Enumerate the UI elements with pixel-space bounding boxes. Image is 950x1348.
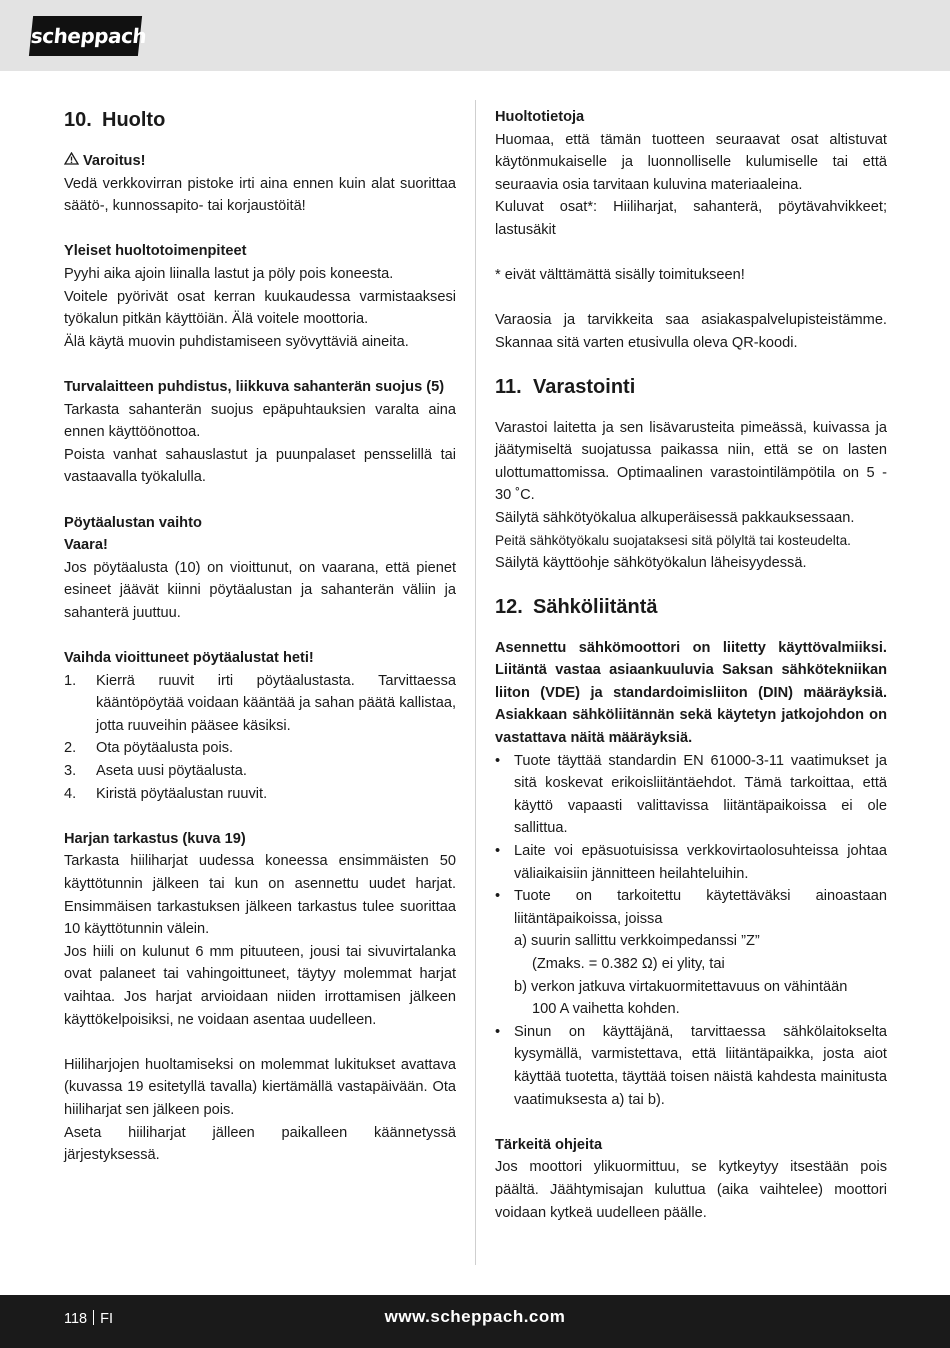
list-item: • Sinun on käyttäjänä, tarvittaessa sähkölaitokselta kysymällä, varmistettava, että liitäntäpaikka, josta aiot käyttää tuotetta, täyttää toisen näistä kahdesta mainitusta vaatimuksesta a) tai b). bbox=[495, 1023, 887, 1108]
section-title: Varastointi bbox=[533, 375, 636, 398]
section-title: Huolto bbox=[102, 109, 166, 131]
service-text-1: Huomaa, että tämän tuotteen seuraavat osat altistuvat käytönmukaiselle ja luonnolliselle kulumiselle tai että seuraavia osia tarvitaan kuluvina materiaaleina. bbox=[495, 131, 887, 193]
warning-text: Vedä verkkovirran pistoke irti aina ennen kuin alat suorittaa säätö-, kunnossapito- tai korjaustöitä! bbox=[64, 175, 456, 215]
service-text-2: Kuluvat osat*: Hiiliharjat, sahanterä, pöytävahvikkeet; lastusäkit bbox=[495, 199, 887, 238]
important-notes-heading: Tärkeitä ohjeita bbox=[495, 1136, 603, 1153]
danger-label: Vaara! bbox=[64, 537, 108, 554]
table-insert-heading: Pöytäalustan vaihto bbox=[64, 514, 202, 531]
brush-text-4: Aseta hiiliharjat jälleen paikalleen käännetyssä järjestyksessä. bbox=[64, 1124, 456, 1164]
section-title: Sähköliitäntä bbox=[533, 595, 658, 618]
list-item: 3. Aseta uusi pöytäalusta. bbox=[64, 763, 247, 780]
general-maintenance-heading: Yleiset huoltotoimenpiteet bbox=[64, 243, 247, 260]
section-heading-storage bbox=[495, 373, 887, 401]
general-text-2: Voitele pyörivät osat kerran kuukaudessa varmistaaksesi työkalun pitkän käyttöiän. Älä voitele moottoria. bbox=[64, 288, 456, 328]
right-column bbox=[495, 106, 887, 1224]
important-notes-text: Jos moottori ylikuormittuu, se kytkeytyy itsestään pois päältä. Jäähtymisajan kuluttua (aika vaihtelee) moottori voidaan kytkeä uudelleen päälle. bbox=[495, 1159, 887, 1221]
guard-text-1: Tarkasta sahanterän suojus epäpuhtauksien varalta aina ennen käyttöönottoa. bbox=[64, 401, 456, 441]
brush-check-heading: Harjan tarkastus (kuva 19) bbox=[64, 830, 246, 847]
language-code: FI bbox=[100, 1311, 114, 1327]
section-number: 11. bbox=[495, 375, 522, 398]
page-number: 118 FI bbox=[64, 1311, 114, 1327]
storage-text-3: Peitä sähkötyökalu suojataksesi sitä pölyltä tai kosteudelta. bbox=[495, 532, 851, 548]
general-text-3: Älä käytä muovin puhdistamiseen syövyttäviä aineita. bbox=[64, 333, 409, 350]
section-heading-electrical bbox=[495, 593, 887, 621]
section-number: 12. bbox=[495, 595, 523, 618]
storage-text-4: Säilytä käyttöohje sähkötyökalun läheisyydessä. bbox=[495, 555, 807, 572]
website-link[interactable]: www.scheppach.com bbox=[384, 1307, 566, 1326]
list-item: 2. Ota pöytäalusta pois. bbox=[64, 740, 234, 757]
sub-item-b: b) verkon jatkuva virtakuormitettavuus on vähintään bbox=[514, 978, 848, 995]
guard-cleaning-heading: Turvalaitteen puhdistus, liikkuva sahanterän suojus (5) bbox=[64, 378, 445, 395]
left-column bbox=[64, 106, 456, 1167]
service-note: * eivät välttämättä sisälly toimitukseen! bbox=[495, 267, 745, 284]
section-number: 10. bbox=[64, 109, 92, 131]
brand-logo: scheppach bbox=[29, 16, 142, 56]
sub-item-a-cont: (Zmaks. = 0.382 Ω) ei ylity, tai bbox=[532, 956, 725, 972]
warning-title: Varoitus! bbox=[83, 153, 146, 169]
replace-steps bbox=[64, 670, 456, 806]
electrical-bullets bbox=[495, 750, 887, 1112]
storage-text-2: Säilytä sähkötyökalua alkuperäisessä pakkauksessaan. bbox=[495, 509, 855, 526]
list-item: • Tuote on tarkoitettu käytettäväksi ainoastaan liitäntäpaikoissa, joissa a) suurin sallittu verkkoimpedanssi ”Z” (Zmaks. = 0.382 Ω) ei ylity, tai b) verkon jatkuva virtakuormitettavuus on vähintään 100 A vaihetta kohden. bbox=[495, 885, 887, 1021]
brush-text-2: Jos hiili on kulunut 6 mm pituuteen, jousi tai sivuvirtalanka ovat palaneet tai vahingoittuneet, täytyy molemmat harjat vaihtaa. Jos harjat arvioidaan niiden irrottamisen jälkeen käyttökelpoisiksi, ne voidaan asentaa uudelleen. bbox=[64, 943, 456, 1028]
insert-text: Jos pöytäalusta (10) on vioittunut, on vaarana, että pienet esineet jäävät kiinni pöytäalustan ja sahanterän väliin ja sahanterä juuttuu. bbox=[64, 559, 456, 621]
sub-item-b-cont: 100 A vaihetta kohden. bbox=[532, 1001, 680, 1018]
header-band bbox=[0, 0, 950, 71]
column-divider bbox=[475, 100, 476, 1265]
section-heading-maintenance bbox=[64, 106, 456, 134]
electrical-intro: Asennettu sähkömoottori on liitetty käyttövalmiiksi. Liitäntä vastaa asiaankuuluvia Saksan sähkötekniikan liiton (VDE) ja standardoimisliiton (DIN) määräyksiä. Asiakkaan sähköliitännän sekä käytetyn jatkojohdon on vastattava näitä määräyksiä. bbox=[495, 639, 887, 747]
guard-text-2: Poista vanhat sahauslastut ja puunpalaset pensselillä tai vastaavalla työkalulla. bbox=[64, 446, 456, 486]
warning-triangle-icon bbox=[64, 150, 80, 173]
list-item: • Laite voi epäsuotuisissa verkkovirtaolosuhteissa johtaa väliaikaisiin jännitteen heilahteluihin. bbox=[495, 843, 887, 882]
storage-text-1: Varastoi laitetta ja sen lisävarusteita pimeässä, kuivassa ja jäätymiseltä suojatussa paikassa niin, että se on lasten ulottumattomissa. Optimaalinen varastointilämpötila on 5 - 30 ˚C. bbox=[495, 419, 887, 504]
warning-heading bbox=[64, 150, 456, 173]
brush-text-3: Hiiliharjojen huoltamiseksi on molemmat lukitukset avattava (kuvassa 19 esitetyllä tavalla) kiertämällä vastapäivään. Ota hiiliharjat sen jälkeen pois. bbox=[64, 1056, 456, 1118]
replace-heading: Vaihda vioittuneet pöytäalustat heti! bbox=[64, 650, 314, 667]
list-item: • Tuote täyttää standardin EN 61000-3-11 vaatimukset ja sitä koskevat erikoisliitäntäehdot. Tämä tarkoittaa, että käyttö vapaasti valittavissa liitäntäpaikoissa ei ole sallittua. bbox=[495, 752, 887, 837]
list-item: 1. Kierrä ruuvit irti pöytäalustasta. Tarvittaessa kääntöpöytää voidaan kääntää ja sahan päätä kallistaa, jotta ruuveihin pääsee käsiksi. bbox=[64, 672, 456, 734]
service-text-3: Varaosia ja tarvikkeita saa asiakaspalvelupisteistämme. Skannaa sitä varten etusivulla oleva QR-koodi. bbox=[495, 312, 887, 351]
list-item: 4. Kiristä pöytäalustan ruuvit. bbox=[64, 785, 268, 802]
service-info-heading: Huoltotietoja bbox=[495, 109, 585, 125]
sub-item-a: a) suurin sallittu verkkoimpedanssi ”Z” bbox=[514, 933, 760, 950]
footer-band bbox=[0, 1295, 950, 1348]
brush-text-1: Tarkasta hiiliharjat uudessa koneessa ensimmäisten 50 käyttötunnin jälkeen tai kun on asennettu uudet harjat. Ensimmäisen tarkastuksen jälkeen tarkastus tulee suorittaa 10 käyttötunnin välein. bbox=[64, 853, 456, 938]
general-text-1: Pyyhi aika ajoin liinalla lastut ja pöly pois koneesta. bbox=[64, 265, 394, 282]
